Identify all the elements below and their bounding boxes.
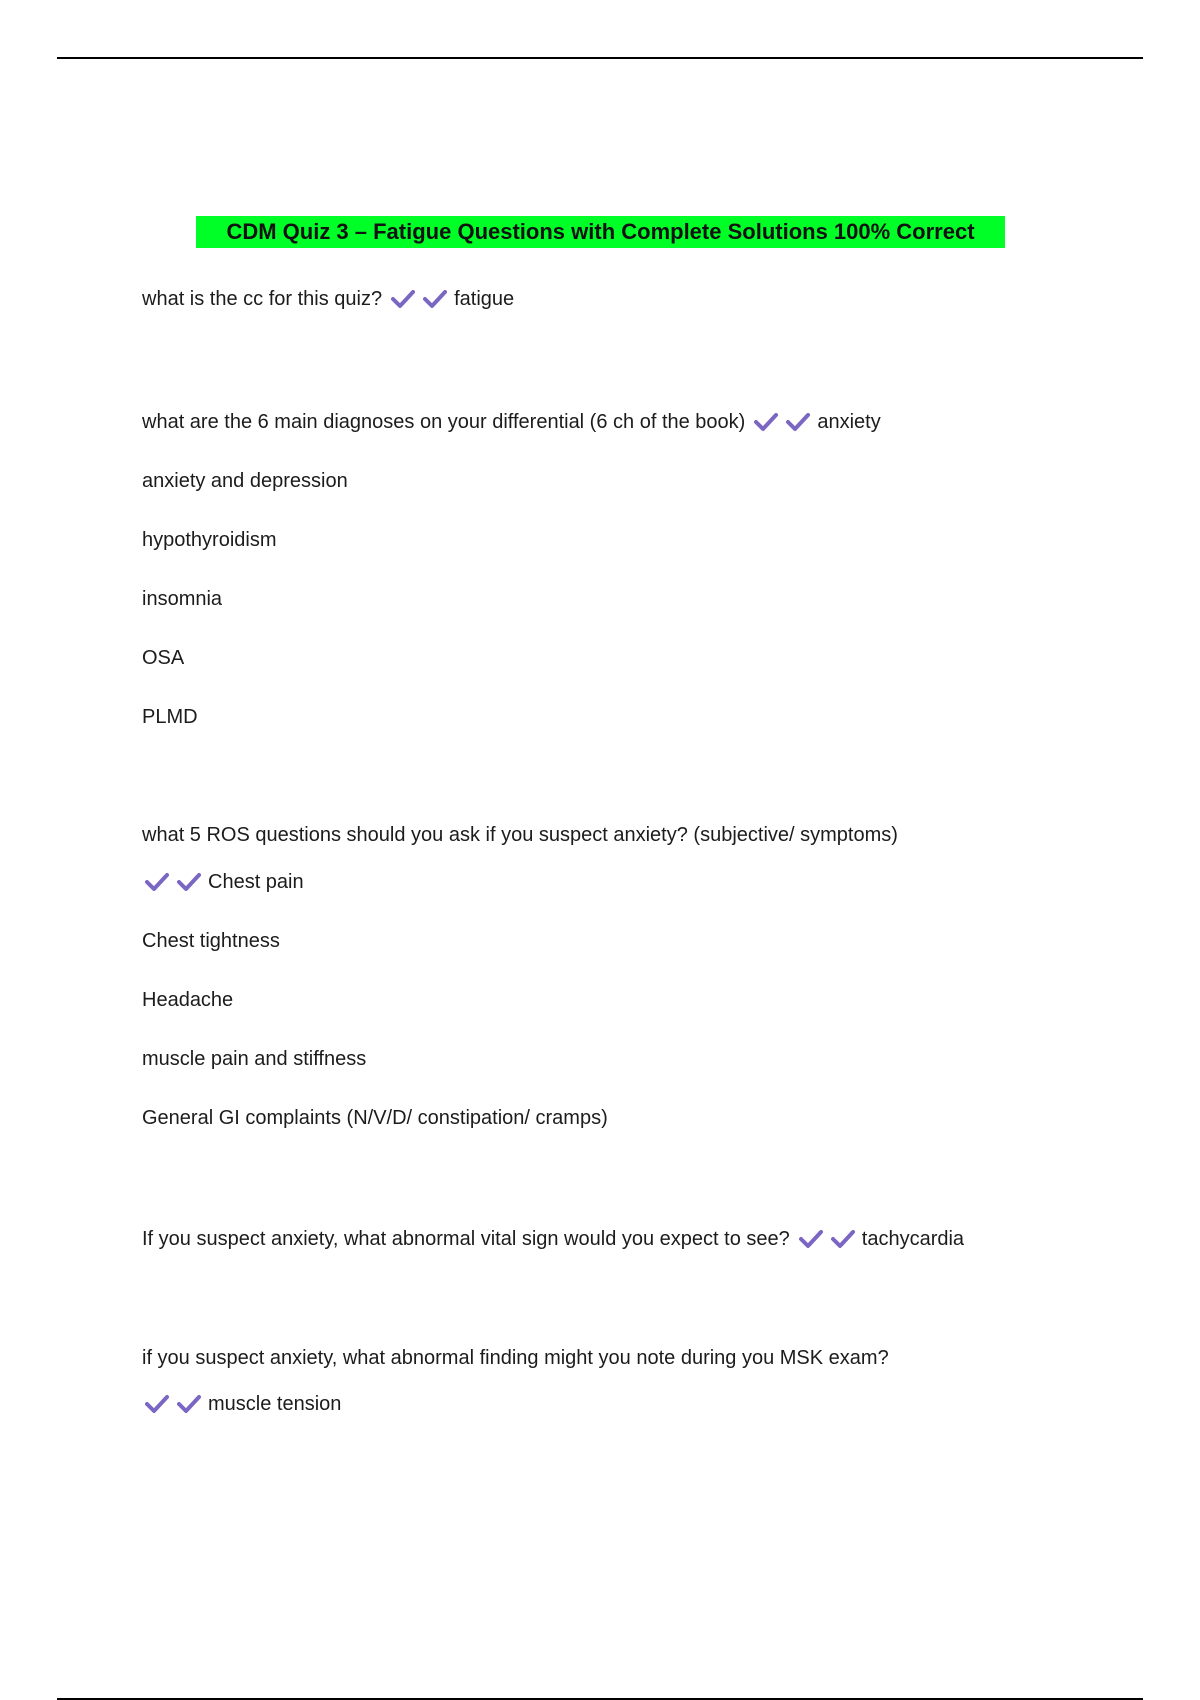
answer-text: fatigue bbox=[454, 288, 515, 310]
answer-text: anxiety bbox=[817, 411, 881, 433]
answer-item: OSA bbox=[142, 647, 185, 669]
top-rule bbox=[57, 57, 1143, 59]
question-1 bbox=[142, 285, 514, 313]
answer-line bbox=[142, 1390, 341, 1418]
answer-text: muscle tension bbox=[208, 1393, 342, 1415]
question-2 bbox=[142, 408, 881, 436]
question-text: what is the cc for this quiz? bbox=[142, 288, 383, 310]
question-text: If you suspect anxiety, what abnormal vital sign would you expect to see? bbox=[142, 1228, 790, 1250]
question-5 bbox=[142, 1344, 889, 1372]
answer-text: tachycardia bbox=[861, 1228, 965, 1250]
question-4 bbox=[142, 1225, 964, 1253]
question-3 bbox=[142, 821, 898, 849]
question-text: what are the 6 main diagnoses on your differential (6 ch of the book) bbox=[142, 411, 746, 433]
document-title: CDM Quiz 3 – Fatigue Questions with Complete Solutions 100% Correct bbox=[196, 216, 1005, 248]
double-check-icon bbox=[753, 411, 813, 433]
answer-item: Chest tightness bbox=[142, 930, 280, 952]
answer-text: Chest pain bbox=[208, 871, 304, 893]
double-check-icon bbox=[144, 1393, 204, 1415]
answer-item: PLMD bbox=[142, 706, 198, 728]
double-check-icon bbox=[390, 288, 450, 310]
answer-item: muscle pain and stiffness bbox=[142, 1048, 367, 1070]
answer-item: hypothyroidism bbox=[142, 529, 277, 551]
double-check-icon bbox=[144, 871, 204, 893]
answer-item: Headache bbox=[142, 989, 234, 1011]
answer-line bbox=[142, 868, 304, 896]
double-check-icon bbox=[798, 1228, 858, 1250]
answer-item: anxiety and depression bbox=[142, 470, 348, 492]
question-text: what 5 ROS questions should you ask if you suspect anxiety? (subjective/ symptoms) bbox=[142, 824, 898, 846]
question-text: if you suspect anxiety, what abnormal finding might you note during you MSK exam? bbox=[142, 1347, 889, 1369]
answer-item: General GI complaints (N/V/D/ constipation/ cramps) bbox=[142, 1107, 608, 1129]
answer-item: insomnia bbox=[142, 588, 223, 610]
